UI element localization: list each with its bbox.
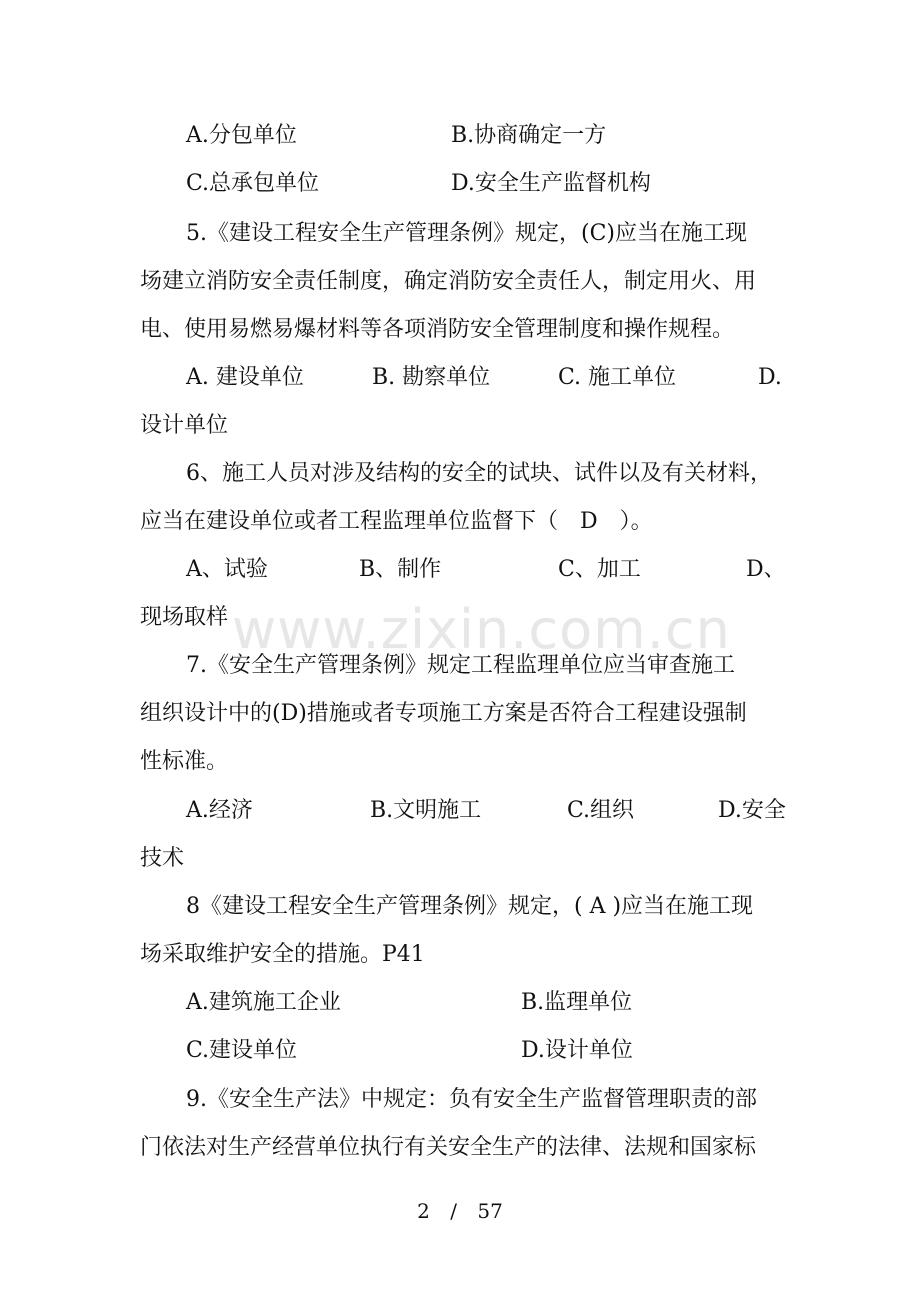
q4-option-b: B.协商确定一方 [451,123,607,148]
q5-text-line: 5.《建设工程安全生产管理条例》规定，(C)应当在施工现 [186,221,747,246]
q5-option-c: C. 施工单位 [558,365,677,390]
q9-text-line: 门依法对生产经营单位执行有关安全生产的法律、法规和国家标 [140,1135,757,1160]
q8-text-line: 场采取维护安全的措施。P41 [140,942,425,967]
q4-option-d: D.安全生产监督机构 [451,171,651,196]
q4-option-a: A.分包单位 [186,123,297,148]
q6-option-a: A、试验 [186,557,268,582]
q7-option-c: C.组织 [567,798,635,823]
q6-text-line: 6、施工人员对涉及结构的安全的试块、试件以及有关材料， [186,461,772,486]
q7-text-line: 组织设计中的(D)措施或者专项施工方案是否符合工程建设强制 [140,701,747,726]
q6-option-d: D、 [746,557,786,582]
q6-option-b: B、制作 [359,557,442,582]
q8-option-c: C.建设单位 [186,1038,298,1063]
q8-option-d: D.设计单位 [521,1038,633,1063]
q7-option-a: A.经济 [186,798,253,823]
current-page: 2 [417,1199,430,1223]
q4-option-c: C.总承包单位 [186,171,320,196]
q5-option-d-wrap: 设计单位 [140,413,229,438]
watermark: www.zixin.com.cn [232,598,731,661]
q5-option-a: A. 建设单位 [186,365,304,390]
q5-text-line: 电、使用易燃易爆材料等各项消防安全管理制度和操作规程。 [140,317,735,342]
q6-option-d-wrap: 现场取样 [140,605,229,630]
q6-option-c: C、加工 [558,557,641,582]
q9-text-line: 9.《安全生产法》中规定：负有安全生产监督管理职责的部 [186,1087,757,1112]
q7-option-d: D.安全 [718,798,786,823]
q8-option-a: A.建筑施工企业 [186,990,341,1015]
q8-text-line: 8《建设工程安全生产管理条例》规定，( A )应当在施工现 [186,894,754,919]
q7-text-line: 性标准。 [140,749,229,774]
q5-option-b: B. 勘察单位 [372,365,491,390]
q7-option-d-wrap: 技术 [140,846,185,871]
q5-option-d: D. [758,365,782,390]
q8-option-b: B.监理单位 [521,990,633,1015]
q7-text-line: 7.《安全生产管理条例》规定工程监理单位应当审查施工 [186,653,735,678]
page-separator: / [450,1199,458,1223]
q6-text-line: 应当在建设单位或者工程监理单位监督下（ D ）。 [140,509,653,534]
total-pages: 57 [477,1199,503,1223]
page-number [0,1196,920,1226]
q5-text-line: 场建立消防安全责任制度，确定消防安全责任人，制定用火、用 [140,269,757,294]
q7-option-b: B.文明施工 [370,798,482,823]
